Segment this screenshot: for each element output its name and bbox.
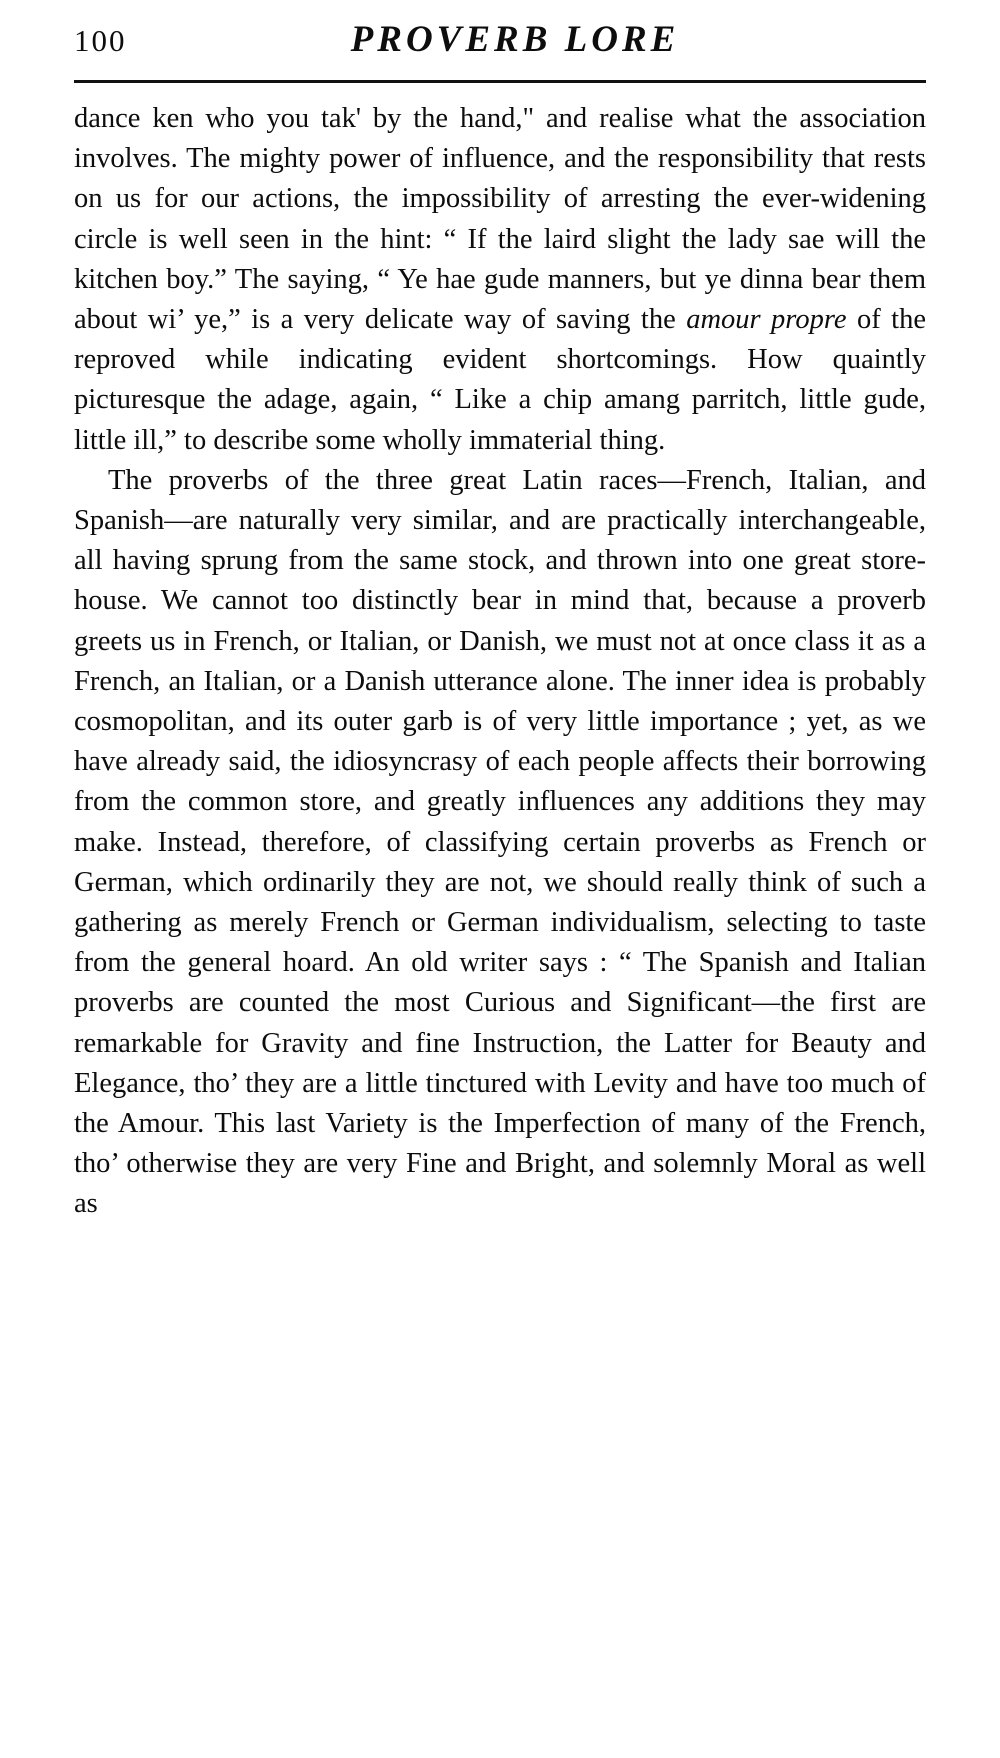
header-rule — [74, 80, 926, 83]
text-run: dance ken who you tak' by the hand," and realise what the association involves. The mighty power of influence, and the responsibility that rests on us for our actions, the impossibility of arresting the ever-widening circle is well seen in the hint: “ If the laird slight the lady sae will the kitchen boy.” The saying, “ Ye hae gude manners, but ye dinna bear them about wi’ ye,” is a very delicate way of saving the — [74, 103, 926, 336]
text-run: of the reproved while indicating evident shortcomings. How quaintly picturesque the adage, again, “ Like a chip amang parritch, little gude, little ill,” to describe some wholly immaterial thing. — [74, 304, 926, 456]
text-run: The proverbs of the three great Latin races—French, Italian, and Spanish—are naturally very similar, and are practically interchangeable, all having sprung from the same stock, and thrown into one great store-house. We cannot too distinctly bear in mind that, because a proverb greets us in French, or Italian, or Danish, we must not at once class it as a French, an Italian, or a Danish utterance alone. The inner idea is probably cosmopolitan, and its outer garb is of very little importance ; yet, as we have already said, the idiosyncrasy of each people affects their borrowing from the common store, and greatly influences any additions they may make. Instead, therefore, of classifying certain proverbs as French or German, which ordinarily they are not, we should really think of such a gathering as merely French or German individualism, selecting to taste from the general hoard. An old writer says : “ The Spanish and Italian proverbs are counted the most Curious and Significant—the first are remarkable for Gravity and fine Instruction, the Latter for Beauty and Elegance, tho’ they are a little tinctured with Levity and have too much of the Amour. This last Variety is the Imperfection of many of the French, tho’ otherwise they are very Fine and Bright, and solemnly Moral as well as — [74, 464, 926, 1220]
italic-phrase: amour propre — [686, 304, 847, 336]
paragraph — [74, 461, 926, 1225]
page-number: 100 — [74, 23, 127, 58]
paragraph — [74, 99, 926, 461]
page-body — [74, 99, 926, 1225]
page-header — [74, 18, 926, 74]
running-title: PROVERB LORE — [350, 19, 680, 60]
